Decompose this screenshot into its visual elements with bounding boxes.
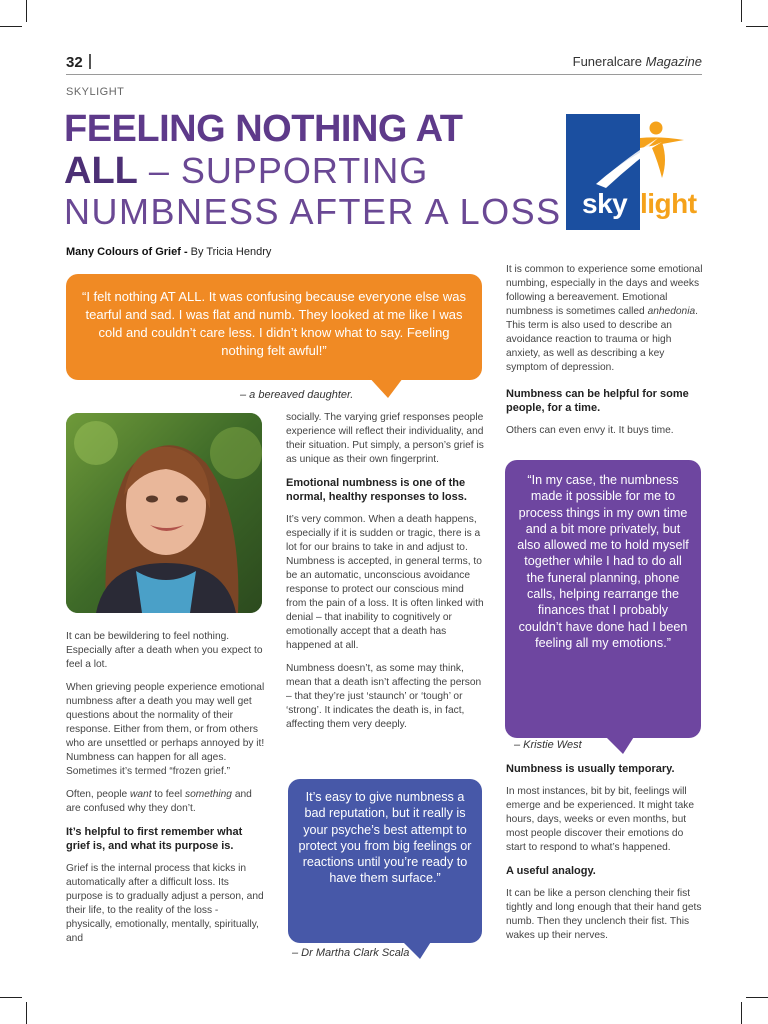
column-3-bottom [506,762,704,952]
crop-mark [741,0,742,22]
title-line-2: ALL – SUPPORTING [64,150,429,192]
quote-bubble-blue [288,779,482,943]
title-line-3: NUMBNESS AFTER A LOSS [64,191,562,232]
paragraph: It’s very common. When a death happens, especially if it is sudden or tragic, there is a lot for our brains to take in and adjust to. Numbness is accepted, in general terms, to be an automatic, unconscious avoidance response to protect our conscious mind from the pain of a loss. It is often linked with denial – that inability to cognitively or emotionally accept that a death has happened at all. [286,514,484,651]
subheading: Emotional numbness is one of the normal, healthy responses to loss. [286,477,467,503]
quote-attribution: – Dr Martha Clark Scala [292,947,410,959]
crop-mark [26,0,27,22]
column-1 [66,630,266,955]
paragraph: Grief is the internal process that kicks in automatically after a difficult loss. Its purpose is to gradually adjust a person, and their life, to the reality of the loss - physically, emotionally, mentally, spiritually, and [66,863,264,944]
paragraph: In most instances, bit by bit, feelings will emerge and be experienced. It might take hours, days, weeks or even months, but most people discover their emotions do start to respond to what’s happened. [506,786,695,853]
logo-word-light: light [640,188,697,219]
paragraph: It is common to experience some emotional numbing, especially in the days and weeks following a bereavement. Emotional numbness is sometimes called anhedonia. This term is also used to describe an avoidance reaction to trauma or high anxiety, as well as describing a key symptom of depression. [506,264,703,373]
quote-text: It’s easy to give numbness a bad reputation, but it really is your psyche’s best attempt to protect you from big feelings or reactions until you’re ready to have them surface.” [298,790,472,886]
magazine-name: Funeralcare Magazine [572,54,702,69]
section-label: SKYLIGHT [66,86,125,98]
column-2 [286,411,484,741]
paragraph: Often, people want to feel something and are confused why they don’t. [66,789,252,814]
logo-word-sky: sky [582,188,628,219]
quote-attribution: – a bereaved daughter. [240,389,354,401]
paragraph: It can be like a person clenching their fist tightly and long enough that their hand gets numb. Then they unclench their fist. This wakes up their nerves. [506,888,702,941]
quote-text: “I felt nothing AT ALL. It was confusing because everyone else was tearful and sad. I was flat and numb. They looked at me like I was cold and couldn’t care less. I didn’t know what to say. Feeling nothing felt awful!” [82,289,466,358]
subheading: Numbness is usually temporary. [506,763,675,775]
crop-mark [746,997,768,998]
skylight-logo [566,114,712,230]
quote-bubble-purple [505,460,701,738]
header-rule [66,74,702,75]
author-photo [66,413,262,613]
subheading: A useful analogy. [506,865,596,877]
paragraph: When grieving people experience emotional numbness after a death you may well get questions about the normality of their response. Either from them, or from others who are unsettled or perhaps annoyed by it! Numbness can happen for all ages. Sometimes it’s termed “frozen grief.” [66,682,265,777]
subheading: Numbness can be helpful for some people, for a time. [506,388,689,414]
paragraph: It can be bewildering to feel nothing. Especially after a death when you expect to feel a lot. [66,631,263,670]
crop-mark [746,26,768,27]
crop-mark [26,1002,27,1024]
paragraph: Numbness doesn’t, as some may think, mean that a death isn’t affecting the person – that they’re just ‘staunch’ or ‘tough’ or ‘strong’. It indicates the death is, in fact, affecting them very deeply. [286,663,482,730]
quote-attribution: – Kristie West [514,739,582,751]
byline: Many Colours of Grief - By Tricia Hendry [66,246,272,258]
crop-mark [741,1002,742,1024]
page-number: 32 [66,54,91,71]
paragraph: Others can even envy it. It buys time. [506,425,674,436]
paragraph: socially. The varying grief responses people experience will reflect their individuality, and their situation. Put simply, a person’s grief is as unique as their own fingerprint. [286,412,484,465]
subheading: It’s helpful to first remember what grief is, and what its purpose is. [66,826,243,852]
article-title [64,108,564,232]
crop-mark [0,997,22,998]
title-line-1: FEELING NOTHING AT [64,108,463,150]
column-3-top [506,263,704,447]
crop-mark [0,26,22,27]
quote-text: “In my case, the numbness made it possible for me to process things in my own time and a bit more privately, but also allowed me to hold myself together while I had to do all the funeral planning, phone calls, helping rearrange the finances that I probably couldn’t have done had I been feeling all my emotions.” [517,473,689,650]
quote-bubble-orange [66,274,482,380]
